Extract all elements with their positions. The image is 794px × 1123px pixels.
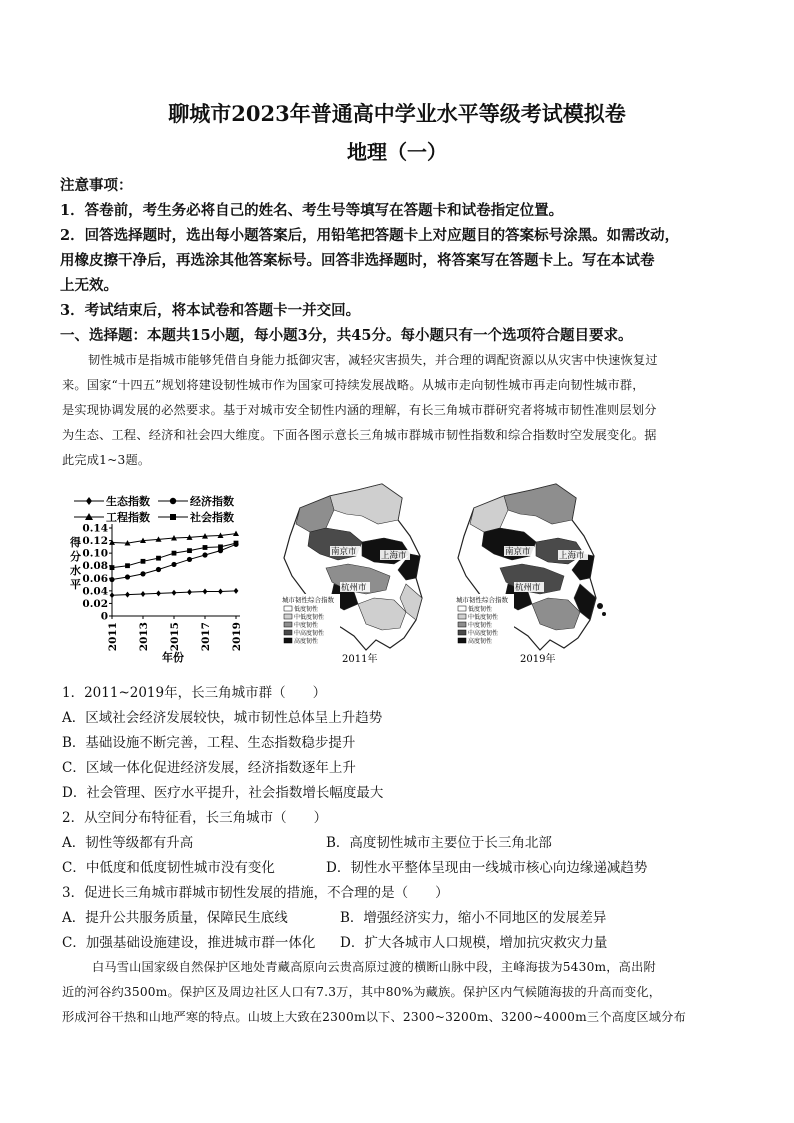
- series-1-point-1: [125, 574, 130, 579]
- question-2-option-b[interactable]: B．高度韧性城市主要位于长三角北部: [326, 835, 552, 851]
- series-3-point-6: [203, 545, 208, 550]
- question-3-option-d[interactable]: D．扩大各城市人口规模，增加抗灾救灾力量: [340, 935, 608, 951]
- x-tick-label-3: 2017: [200, 622, 212, 652]
- svg-text:城市韧性综合指数: 城市韧性综合指数: [282, 596, 334, 604]
- legend-label-3: 工程指数: [106, 511, 150, 524]
- series-3-point-5: [187, 548, 192, 553]
- index-line-chart: [62, 490, 262, 668]
- y-tick-label-5: 0.10: [82, 547, 108, 560]
- series-3-point-0: [110, 565, 115, 570]
- question-3-option-a[interactable]: A．提升公共服务质量，保障民生底线: [62, 910, 288, 926]
- series-1-point-5: [187, 557, 192, 562]
- x-tick-label-4: 2019: [231, 622, 243, 652]
- x-tick-label-2: 2015: [169, 622, 181, 652]
- svg-text:高度韧性: 高度韧性: [294, 638, 319, 645]
- question-1-stem: 1．2011~2019年，长三角城市群（ ）: [62, 685, 327, 701]
- y-axis-label-1: 得: [70, 536, 81, 549]
- series-0-point-2: [141, 591, 146, 597]
- series-3-point-4: [172, 551, 177, 556]
- series-0-point-4: [172, 590, 177, 596]
- page-title: 聊城市2023年普通高中学业水平等级考试模拟卷: [168, 101, 626, 126]
- series-1-point-4: [171, 562, 176, 567]
- series-0-point-3: [156, 590, 161, 596]
- y-tick-label-0: 0: [100, 610, 108, 623]
- series-0-point-5: [187, 589, 192, 595]
- map1-legend: [280, 594, 340, 646]
- section-heading: 一、选择题：本题共15小题，每小题3分，共45分。每小题只有一个选项符合题目要求。: [60, 327, 633, 344]
- svg-text:高度韧性: 高度韧性: [468, 638, 493, 645]
- series-0-point-1: [125, 592, 130, 598]
- y-tick-label-2: 0.04: [82, 585, 108, 598]
- y-axis-label-3: 水: [70, 564, 81, 577]
- svg-text:中度韧性: 中度韧性: [294, 622, 319, 629]
- svg-text:城市韧性综合指数: 城市韧性综合指数: [456, 596, 508, 604]
- question-1-option-b[interactable]: B．基础设施不断完善，工程、生态指数稳步提升: [62, 735, 356, 751]
- page-subtitle: 地理（一）: [347, 140, 447, 164]
- notice-item-2-line-1: 2．回答选择题时，选出每小题答案后，用铅笔把答题卡上对应题目的答案标号涂黑。如需改动，: [60, 227, 680, 244]
- passage1-line-5: 此完成1~3题。: [62, 453, 151, 467]
- svg-text:低度韧性: 低度韧性: [294, 606, 319, 613]
- chart-legend: [74, 494, 234, 524]
- y-tick-label-3: 0.06: [82, 572, 108, 585]
- map-2011: [270, 480, 442, 668]
- notice-item-2-line-2: 用橡皮擦干净后，再选涂其他答案标号。回答非选择题时，将答案写在答题卡上。写在本试卷: [60, 252, 655, 269]
- series-0-point-0: [110, 592, 115, 598]
- series-3-point-3: [156, 556, 161, 561]
- x-tick-label-1: 2013: [138, 622, 150, 652]
- svg-text:中高度韧性: 中高度韧性: [468, 630, 499, 637]
- map2-city-hangzhou: 杭州市: [515, 583, 541, 593]
- x-axis-label: 年份: [162, 651, 184, 664]
- series-3-point-2: [141, 559, 146, 564]
- passage1-line-4: 为生态、工程、经济和社会四大维度。下面各图示意长三角城市群城市韧性指数和综合指数时空发展变化。据: [62, 428, 657, 442]
- notice-heading: 注意事项：: [60, 177, 133, 194]
- question-2-option-c[interactable]: C．中低度和低度韧性城市没有变化: [62, 860, 275, 876]
- legend-label-1: 生态指数: [106, 495, 150, 508]
- map1-city-shanghai: 上海市: [381, 551, 407, 561]
- passage1-line-1: 韧性城市是指城市能够凭借自身能力抵御灾害，减轻灾害损失，并合理的调配资源以从灾害中快速恢复过: [88, 353, 658, 367]
- map-2019: [444, 480, 620, 668]
- question-1-option-a[interactable]: A．区域社会经济发展较快，城市韧性总体呈上升趋势: [62, 710, 383, 726]
- series-3-point-1: [125, 563, 130, 568]
- svg-text:中度韧性: 中度韧性: [468, 622, 493, 629]
- map2-legend: [454, 594, 514, 646]
- passage1-line-2: 来。国家“十四五”规划将建设韧性城市作为国家可持续发展战略。从城市走向韧性城市再走向韧性城市群，: [62, 378, 645, 392]
- svg-text:中低度韧性: 中低度韧性: [468, 614, 499, 621]
- y-tick-label-7: 0.14: [82, 522, 108, 535]
- series-1-point-0: [109, 577, 114, 582]
- question-2-option-d[interactable]: D．韧性水平整体呈现由一线城市核心向边缘递减趋势: [326, 860, 648, 876]
- y-axis-label-4: 平: [70, 578, 81, 591]
- series-0-point-7: [218, 588, 223, 594]
- series-2-point-8: [233, 531, 239, 536]
- series-3-point-8: [234, 541, 239, 546]
- question-3-stem: 3．促进长三角城市群城市韧性发展的措施，不合理的是（ ）: [62, 885, 449, 901]
- question-3-option-b[interactable]: B．增强经济实力，缩小不同地区的发展差异: [340, 910, 607, 926]
- question-2-option-a[interactable]: A．韧性等级都有升高: [62, 835, 194, 851]
- chart-series: [109, 531, 239, 599]
- passage2-line-3: 形成河谷干热和山地严寒的特点。山坡上大致在2300m以下、2300~3200m、3200~4000m三个高度区域分布: [62, 1010, 686, 1024]
- chart-axes: [82, 523, 243, 652]
- y-tick-label-4: 0.08: [82, 560, 108, 573]
- svg-text:中高度韧性: 中高度韧性: [294, 630, 325, 637]
- map1-year: 2011年: [342, 654, 378, 665]
- map1-city-nanjing: 南京市: [331, 547, 357, 557]
- passage1-line-3: 是实现协调发展的必然要求。基于对城市安全韧性内涵的理解，有长三角城市群研究者将城市韧性准则层划分: [62, 403, 657, 417]
- notice-item-3: 3．考试结束后，将本试卷和答题卡一并交回。: [60, 302, 361, 319]
- y-axis-label-2: 分: [70, 550, 81, 563]
- y-tick-label-1: 0.02: [82, 597, 108, 610]
- question-1-option-d[interactable]: D．社会管理、医疗水平提升，社会指数增长幅度最大: [62, 785, 384, 801]
- series-3-point-7: [218, 544, 223, 549]
- svg-text:低度韧性: 低度韧性: [468, 606, 493, 613]
- legend-label-2: 经济指数: [190, 495, 234, 508]
- map2-city-shanghai: 上海市: [559, 551, 585, 561]
- passage2-line-2: 近的河谷约3500m。保护区及周边社区人口有7.3万，其中80%为藏族。保护区内气候随海拔的升高而变化，: [62, 985, 662, 999]
- series-1-point-3: [156, 567, 161, 572]
- map2-year: 2019年: [520, 654, 556, 665]
- series-1-point-2: [140, 571, 145, 576]
- map1-city-hangzhou: 杭州市: [341, 583, 367, 593]
- question-2-stem: 2．从空间分布特征看，长三角城市（ ）: [62, 810, 328, 826]
- series-0-point-6: [203, 588, 208, 594]
- series-1-point-6: [202, 552, 207, 557]
- notice-item-2-line-3: 上无效。: [60, 277, 118, 294]
- map2-city-nanjing: 南京市: [505, 547, 531, 557]
- svg-text:中低度韧性: 中低度韧性: [294, 614, 325, 621]
- legend-label-4: 社会指数: [190, 511, 234, 524]
- series-0-point-8: [234, 588, 239, 594]
- question-1-option-c[interactable]: C．区域一体化促进经济发展，经济指数逐年上升: [62, 760, 356, 776]
- x-tick-label-0: 2011: [107, 622, 119, 652]
- question-3-option-c[interactable]: C．加强基础设施建设，推进城市群一体化: [62, 935, 316, 951]
- passage2-line-1: 白马雪山国家级自然保护区地处青藏高原向云贵高原过渡的横断山脉中段，主峰海拔为5430m，高出附: [92, 960, 656, 974]
- notice-item-1: 1．答卷前，考生务必将自己的姓名、考生号等填写在答题卡和试卷指定位置。: [60, 202, 564, 219]
- y-tick-label-6: 0.12: [82, 535, 108, 548]
